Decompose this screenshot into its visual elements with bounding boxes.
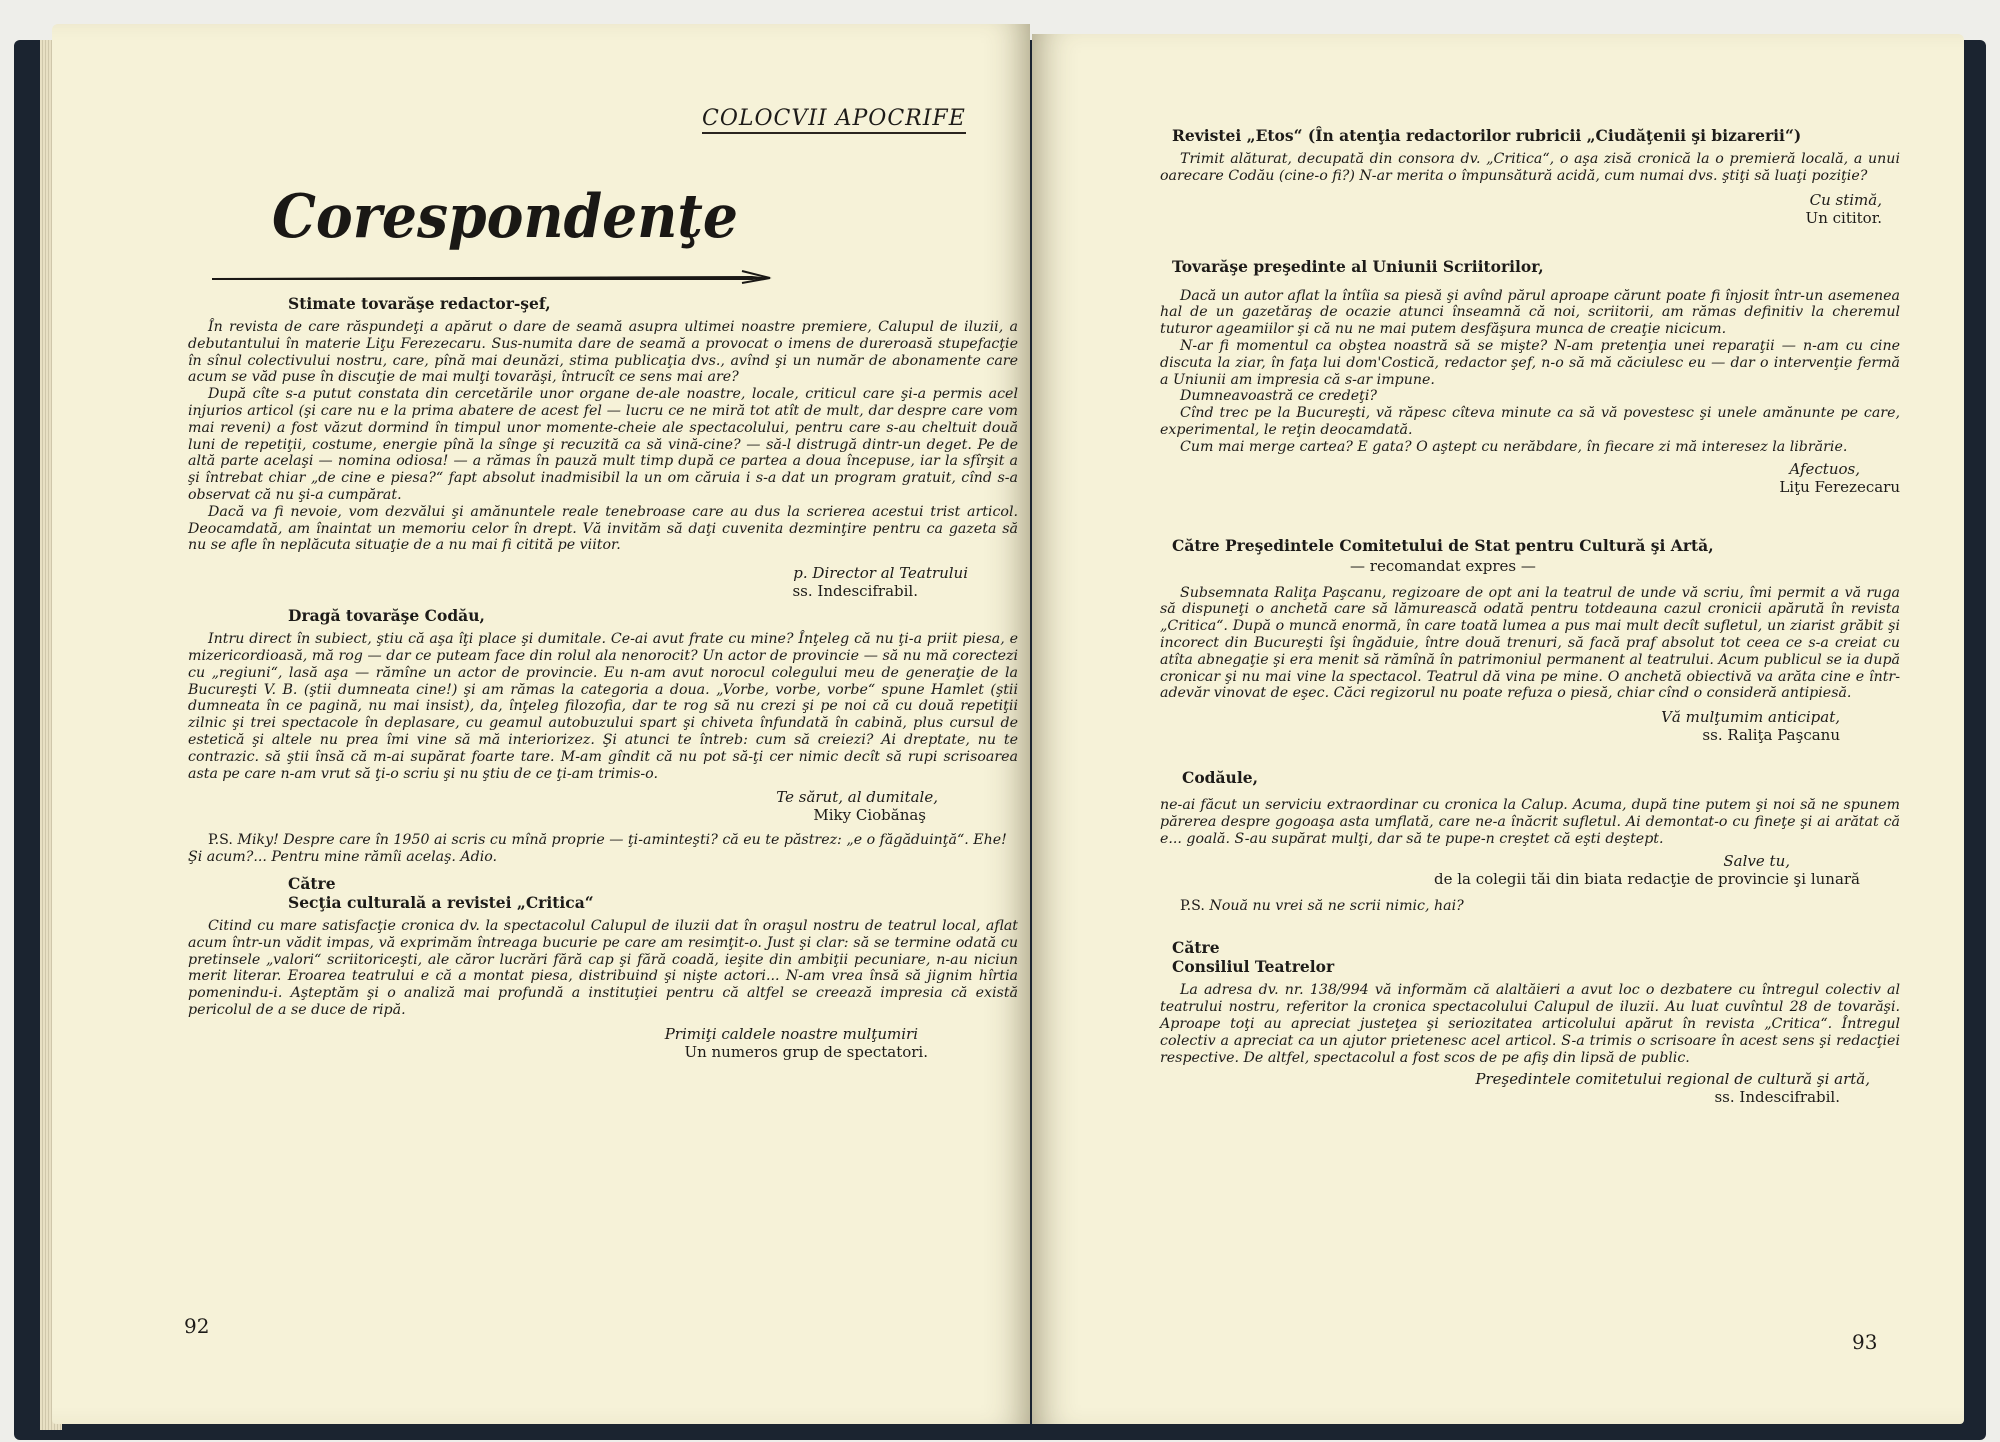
- letter: [188, 606, 1018, 866]
- letter-signature: Miky Ciobănaş: [813, 806, 926, 825]
- letter-paragraph: Intru direct în subiect, ştiu că aşa îţi place şi dumitale. Ce-ai avut frate cu mine? Înţeleg că nu ţi-a priit piesa, e mizericordioasă, mă rog — dar ce puteam face din rolul ala nenorocit? Un actor de provincie — să nu mă corectezi cu „regiuni“, lasă aşa — rămîne un actor de provincie. Eu n-am avut norocul colegului meu de generaţie de la Bucureşti V. B. (ştii dumneata cine!) şi am rămas la categoria a doua. „Vorbe, vorbe, vorbe“ spune Hamlet (ştii dumneata în ce pagină, nu mai insist), da, înţeleg filozofia, dar te rog să nu crezi şi pe noi că cu două repetiţii zilnic şi trei spectacole în deplasare, cu geamul autobuzului spart şi chiveta înfundată în cabină, plus cursul de estetică şi altele nu prea îmi vine să mă interiorizez. Şi atunci te întreb: cum să creiezi? Ai dreptate, nu te contrazic. să ştii însă că m-ai supărat foarte tare. M-am gîndit că nu pot să-ţi cer nimic decît să rupi scrisoarea asta pe care n-am vrut să ţi-o scriu şi nu ştiu de ce ţi-am trimis-o.: [188, 631, 1018, 782]
- masthead-underline: [212, 270, 772, 284]
- letter-signature: Un numeros grup de spectatori.: [684, 1042, 928, 1061]
- letter-signature: Te sărut, al dumitale,: [776, 788, 938, 807]
- letter-heading: Către Preşedintele Comitetului de Stat pentru Cultură şi Artă,: [1172, 535, 1714, 555]
- running-header: COLOCVII APOCRIFE: [702, 106, 966, 134]
- letter-signature: de la colegii tăi din biata redacţie de provincie şi lunară: [1434, 869, 1860, 888]
- letter: [188, 874, 1018, 1061]
- letter-signature: Preşedintele comitetului regional de cultură şi artă,: [1475, 1070, 1870, 1089]
- letter: [1160, 768, 1900, 914]
- letter: [1160, 126, 1900, 227]
- letter-paragraph: Dacă un autor aflat la întîia sa piesă şi avînd părul aproape cărunt poate fi înjosit într-un asemenea hal de un gazetăraş de ocazie atunci înseamnă că noi, scriitorii, am rămas definitiv la cheremul tuturor ageamiilor şi că nu ne mai putem desfăşura munca de creaţie nicicum.: [1160, 287, 1900, 338]
- letter-paragraph: La adresa dv. nr. 138/994 vă informăm că alaltăieri a avut loc o dezbatere cu întregul colectiv al teatrului nostru, referitor la cronica spectacolului Calupul de iluzii. Au luat cuvîntul 28 de tovarăşi. Aproape toţi au apreciat justeţea şi seriozitatea articolului apărut în revista „Critica“. Întregul colectiv a apreciat ca un ajutor prietenesc acel articol. S-a trimis o scrisoare în acest sens şi redacţiei respective. De altfel, spectacolul a fost scos de pe afiş din lipsă de public.: [1160, 982, 1900, 1066]
- letter-paragraph: În revista de care răspundeţi a apărut o dare de seamă asupra ultimei noastre premiere, Calupul de iluzii, a debutantului în materie Liţu Ferezecaru. Sus-numita dare de seamă a provocat o imens de dureroasă stupefacţie în sînul colectivului nostru, care, pînă mai deunăzi, stima publicaţia dvs., avînd şi un număr de abonamente care acum se văd puse în discuţie de mai mulţi tovarăşi, întrucît ce sens mai are?: [188, 319, 1018, 386]
- letter-signature: Liţu Ferezecaru: [1779, 477, 1900, 496]
- letter-heading: Secţia culturală a revistei „Critica“: [288, 892, 594, 912]
- postscript: P.S. Nouă nu vrei să ne scrii nimic, hai?: [1180, 897, 1464, 914]
- postscript: P.S. Miky! Despre care în 1950 ai scris cu mînă proprie — ţi-aminteşti? că eu te păstrez: „e o făgăduinţă“. Ehe! Şi acum?... Pentru mine rămîi acelaş. Adio.: [188, 832, 1007, 866]
- letter-signature: p. Director al Teatrului: [793, 564, 968, 583]
- letter-heading: Către: [1172, 938, 1220, 958]
- letter-paragraph: Trimit alăturat, decupată din consora dv. „Critica“, o aşa zisă cronică la o premieră locală, a unui oarecare Codău (cine-o fi?) N-ar merita o împunsătură acidă, cum numai dvs. ştiţi să luaţi poziţie?: [1160, 151, 1900, 184]
- letter-paragraph: Dacă va fi nevoie, vom dezvălui şi amănuntele reale tenebroase care au dus la scrierea acestui trist articol. Deocamdată, am înaintat un memoriu celor în drept. Vă invităm să daţi cuvenita dezminţire pentru ca gazeta să nu se afle în neplăcuta situaţie de a nu mai fi citită pe viitor.: [188, 503, 1018, 554]
- letter-paragraph: N-ar fi momentul ca obştea noastră să se mişte? N-am pretenţia unei reparaţii — n-am cu cine discuta la ziar, în faţa lui dom'Costică, redactor şef, n-o să mă căciulesc eu — dar o intervenţie fermă a Uniunii am impresia că s-ar impune.: [1160, 337, 1900, 388]
- letter-paragraph: ne-ai făcut un serviciu extraordinar cu cronica la Calup. Acuma, după tine putem şi noi să ne spunem părerea despre gogoaşa asta umflată, care ne-a înăcrit sufletul. Ai demontat-o cu fineţe şi ai arătat că e... goală. S-au supărat mulţi, dar să te pupe-n creştet că eşti deştept.: [1160, 797, 1900, 847]
- letter-paragraph: Citind cu mare satisfacţie cronica dv. la spectacolul Calupul de iluzii dat în oraşul nostru de teatrul local, aflat acum într-un vădit impas, vă exprimăm întreaga bucurie pe care am resimţit-o. Just şi clar: să se termine odată cu pretinsele „valori“ scriitoriceşti, ale căror lucrări fără cap şi fără coadă, ieşite din ambiţii pecuniare, n-au niciun merit literar. Eroarea teatrului e că a montat piesa, distribuind şi nişte actori... N-am vrea însă să jignim hîrtia pomenindu-i. Aşteptăm şi o analiză mai profundă a instituţiei pentru că altfel se creează impresia că există pericolul de a se duce de ripă.: [188, 917, 1018, 1018]
- right-column: [1160, 126, 1900, 1106]
- letter-paragraph: Cînd trec pe la Bucureşti, vă răpesc cîteva minute ca să vă povestesc şi unele amănunte pe care, experimental, le reţin deocamdată.: [1160, 405, 1900, 438]
- letter-heading: Consiliul Teatrelor: [1172, 957, 1335, 977]
- letter: [188, 294, 1018, 600]
- letter-heading: Stimate tovarăşe redactor-şef,: [288, 294, 551, 313]
- page-number: 93: [1852, 1330, 1878, 1354]
- letter-signature: Primiţi caldele noastre mulţumiri: [664, 1024, 918, 1043]
- letter: [1160, 536, 1900, 745]
- letter-signature: Vă mulţumim anticipat,: [1661, 708, 1840, 727]
- letter-signature: ss. Raliţa Paşcanu: [1702, 726, 1840, 745]
- left-column: [188, 294, 1018, 1061]
- masthead-title: Corespondenţe: [272, 182, 739, 252]
- letter-paragraph: Dumneavoastră ce credeţi?: [1180, 388, 1378, 405]
- letter: [1160, 257, 1900, 496]
- letter-signature: Cu stimă,: [1809, 190, 1882, 209]
- letter-paragraph: Subsemnata Raliţa Paşcanu, regizoare de opt ani la teatrul de unde vă scriu, îmi permit a vă ruga să dispuneţi o anchetă care să lămurească odată pentru totdeauna cazul cronicii apărută în revista „Critica“. După o muncă enormă, în care toată lumea a pus mai mult decît sufletul, un ziarist grăbit şi incorect din Bucureşti îşi îngăduie, între două trenuri, să facă praf absolut tot ceea ce s-a creiat cu atîta abnegaţie şi era menit să rămînă în patrimoniul permanent al teatrului. Acum publicul se ia după cronicar şi nu mai vine la spectacol. Teatrul dă vina pe mine. O anchetă obiectivă va arăta cine e într-adevăr vinovat de eşec. Căci regizorul nu poate refuza o piesă, chiar cînd o consideră antipiesă.: [1160, 584, 1900, 702]
- letter-signature: ss. Indescifrabil.: [1714, 1088, 1840, 1107]
- left-page: [52, 24, 1030, 1424]
- letter-signature: ss. Indescifrabil.: [792, 582, 918, 601]
- letter-signature: Un cititor.: [1805, 208, 1882, 227]
- letter-paragraph: Cum mai merge cartea? E gata? O aştept cu nerăbdare, în fiecare zi mă interesez la librărie.: [1180, 438, 1848, 455]
- page-number: 92: [184, 1314, 210, 1338]
- letter-signature: Salve tu,: [1723, 851, 1790, 870]
- letter-heading: Revistei „Etos“ (În atenţia redactorilor rubricii „Ciudăţenii şi bizarerii“): [1172, 126, 1802, 145]
- masthead: [202, 174, 792, 304]
- letter-heading: Către: [288, 873, 336, 893]
- letter-signature: Afectuos,: [1789, 459, 1860, 478]
- letter: [1160, 938, 1900, 1106]
- letter-heading: Codăule,: [1182, 768, 1258, 788]
- letter-heading: Tovarăşe preşedinte al Uniunii Scriitorilor,: [1172, 256, 1544, 276]
- letter-paragraph: După cîte s-a putut constata din cercetările unor organe de-ale noastre, locale, criticul care şi-a permis acel injurios articol (şi care nu e la prima abatere de acest fel — lucru ce ne miră tot atît de mult, dar despre care vom mai reveni) a fost văzut dormind în timpul unor momente-cheie ale spectacolului, pentru care s-au cheltuit două luni de repetiţii, costume, energie pînă la sînge şi recuzită ca să vină-cine? — să-l distrugă dintr-un deget. Pe de altă parte acelaşi — nomina odiosa! — a rămas în pauză mult timp după ce partea a doua începuse, iar la sfîrşit a şi întrebat chiar „de cine e piesa?“ fapt absolut inadmisibil la un om căruia i s-a dat un program gratuit, cînd s-a observat că nu şi-a cumpărat.: [188, 386, 1018, 503]
- right-page: [1032, 34, 1964, 1424]
- letter-subheading: — recomandat expres —: [1350, 556, 1536, 575]
- letter-heading: Dragă tovarăşe Codău,: [288, 606, 485, 626]
